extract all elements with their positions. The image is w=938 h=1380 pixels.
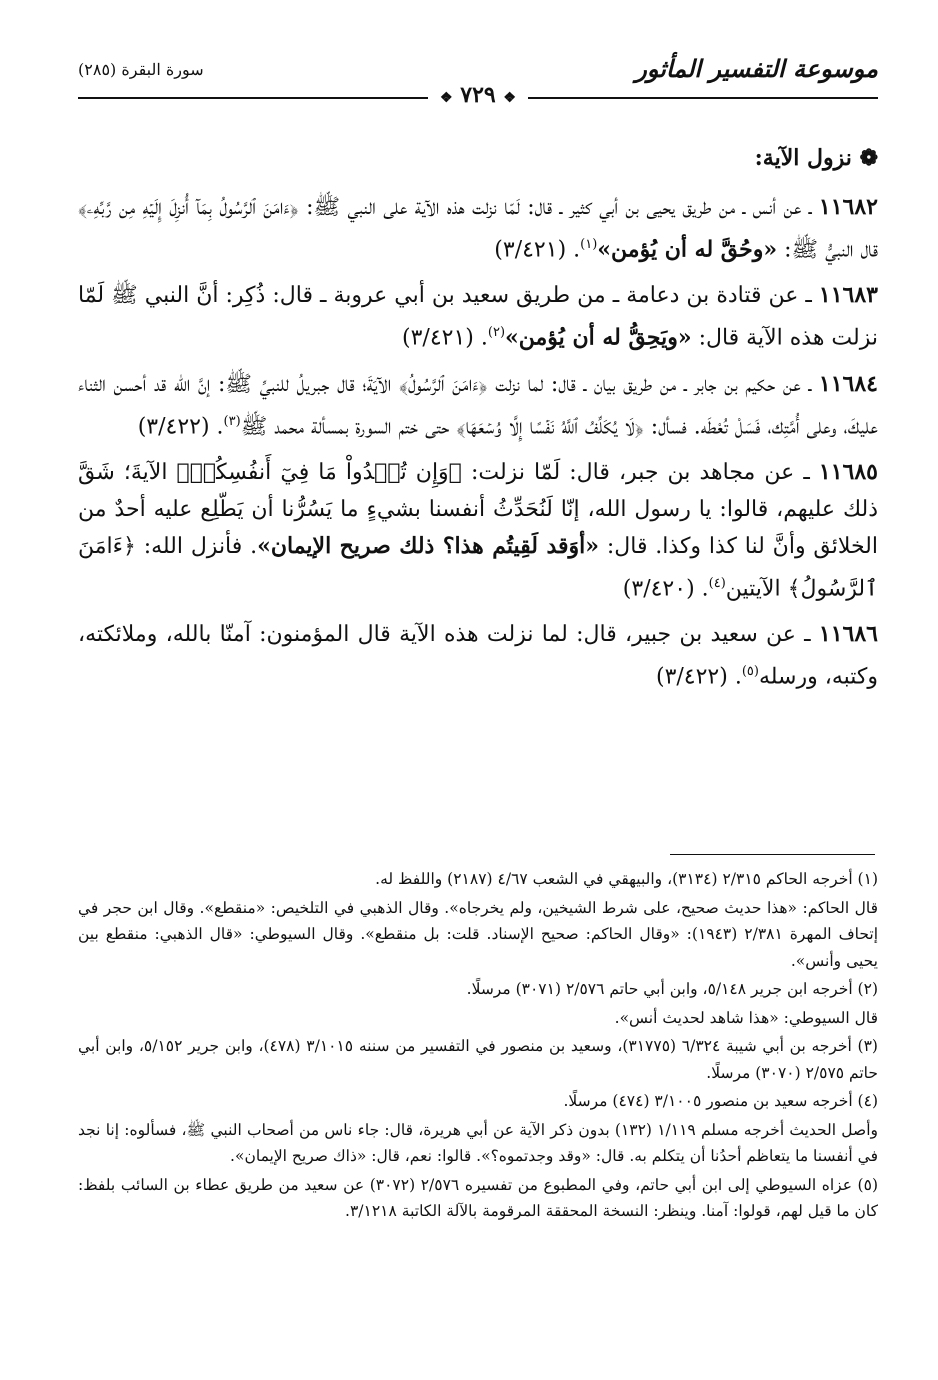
- hadith-text: ـ عن قتادة بن دعامة ـ من طريق سعيد بن أبي عروبة ـ قال: ذُكِر: أنَّ النبي ﷺ لَمّا نزلت هذه الآية قال:: [78, 283, 878, 351]
- footnote: (٤) أخرجه سعيد بن منصور ٣/١٠٠٥ (٤٧٤) مرسلًا.: [563, 1092, 878, 1110]
- footnote: قال السيوطي: «هذا شاهد لحديث أنس».: [614, 1008, 878, 1027]
- footnote: (٣) أخرجه بن أبي شيبة ٦/٣٢٤ (٣١٧٧٥)، وسعيد بن منصور في التفسير من سننه ٣/١٠١٥ (٤٧٨)، وابن جرير ٥/١٥٢، وابن أبي حاتم ٢/٥٧٥ (٣٠٧٠) مرسلًا.: [78, 1037, 878, 1082]
- hadith-quote: «وحُقَّ له أن يُؤمن»: [597, 236, 778, 263]
- ornament-icon: ❖: [440, 90, 453, 106]
- page-number-rule: [78, 82, 878, 108]
- page-number-text: ٧٢٩: [460, 82, 496, 108]
- ornament-icon: ❖: [503, 90, 516, 106]
- flower-icon: ❁: [859, 145, 878, 171]
- hadith-quote: «ويَحِقُّ له أن يُؤمن»: [505, 324, 692, 351]
- footnote: وأصل الحديث أخرجه مسلم ١/١١٩ (١٣٢) بدون ذكر الآية عن أبي هريرة، قال: جاء ناس من أصحاب النبي ﷺ، فسألوه: إنا نجد في أنفسنا ما يتعاظم أحدُنا أن يتكلم به. قال: «وقد وجدتموه؟». قالوا: نعم، قال: «ذاك صريح الإيمان».: [78, 1120, 878, 1165]
- footnote-ref: (٢): [487, 325, 506, 341]
- hadith-number: ١١٦٨٤: [818, 370, 878, 397]
- page-number: [78, 82, 878, 108]
- hadith-paragraph: [78, 277, 878, 356]
- hadith-text: ـ عن سعيد بن جبير، قال: لما نزلت هذه الآية قال المؤمنون: آمنّا بالله، وملائكته، وكتبه، ورسله: [78, 622, 878, 690]
- hadith-tail: . (٣/٤٢١): [402, 325, 488, 351]
- hadith-tail: . (٣/٤٢٢): [137, 413, 224, 439]
- hadith-paragraph: [78, 454, 878, 607]
- footnote-ref: (١): [580, 237, 598, 252]
- section-heading: [78, 140, 878, 177]
- hadith-number: ١١٦٨٢: [818, 194, 878, 220]
- hadith-paragraph: [78, 616, 878, 695]
- hadith-number: ١١٦٨٦: [818, 621, 878, 648]
- hadith-number: ١١٦٨٣: [818, 282, 878, 309]
- hadith-tail: . (٣/٤٢٢): [655, 664, 742, 690]
- hadith-paragraph: [78, 189, 878, 268]
- footnote-ref: (٤): [708, 575, 726, 591]
- hadith-paragraph: [78, 366, 878, 445]
- running-surah: سورة البقرة (٢٨٥): [78, 60, 204, 79]
- hadith-tail: . (٣/٤٢٠): [622, 576, 709, 602]
- hadith-text: ـ عن مجاهد بن جبر، قال: لَمّا نزلت: ﴿وَإِن تُبۡدُواْ مَا فِيٓ أَنفُسِكُمۡ﴾ الآيةَ؛ شَقَّ ذلك عليهم، قالوا: يا رسول الله، إنّا لَنُحَدِّثُ أنفسنا بشيءٍ ما يَسُرُّنا أن يَطّلِع عليه أحدٌ من الخلائق وأنَّ لنا كذا وكذا. قال:: [78, 459, 878, 559]
- footnote-ref: (٥): [741, 664, 759, 680]
- footnote: (١) أخرجه الحاكم ٢/٣١٥ (٣١٣٤)، والبيهقي في الشعب ٤/٦٧ (٢١٨٧) واللفظ له.: [375, 870, 878, 888]
- footnote: (٢) أخرجه ابن جرير ٥/١٤٨، وابن أبي حاتم ٢/٥٧٦ (٣٠٧١) مرسلًا.: [466, 980, 878, 998]
- footnote-ref: (٣): [223, 413, 241, 429]
- hadith-tail: . فأنزل الله: ﴿ءَامَنَ ٱلرَّسُولُ﴾ الآيتين: [78, 533, 878, 602]
- hadith-text: ـ عن أنس ـ من طريق يحيى بن أبي كثير ـ قال: لَمّا نزلت هذه الآية على النبي ﷺ: ﴿ءَامَنَ ٱلرَّسُولُ بِمَآ أُنزِلَ إِلَيۡهِ مِن رَّبِّهِۦ﴾ قال النبيُّ ﷺ:: [78, 195, 878, 263]
- main-text: [78, 140, 878, 705]
- hadith-number: ١١٦٨٥: [818, 458, 878, 485]
- hadith-tail: . (٣/٤٢١): [494, 237, 581, 263]
- hadith-quote: «أوَقد لَقِيتُم هذا؟ ذلك صريح الإيمان»: [257, 532, 600, 559]
- hadith-text: ـ عن حكيم بن جابر ـ من طريق بيان ـ قال: لما نزلت ﴿ءَامَنَ ٱلرَّسُولُ﴾ الآيَةَ؛ قال جبريلُ للنبيِّ ﷺ: إنَّ الله قد أحسن الثناء عليكَ، وعلى أُمَّتِك، فَسَلْ تُعْطَه. فسأل: ﴿لَا يُكَلِّفُ ٱللَّهُ نَفۡسًا إِلَّا وُسۡعَهَا﴾ حتى ختم السورة بمسألة محمد ﷺ: [78, 371, 878, 439]
- section-title: نزول الآية:: [754, 145, 852, 171]
- footnote-divider: [670, 854, 875, 855]
- running-title: موسوعة التفسير المأثور: [635, 54, 878, 83]
- footnotes: [78, 866, 878, 1227]
- footnote: قال الحاكم: «هذا حديث صحيح، على شرط الشيخين، ولم يخرجاه». وقال الذهبي في التلخيص: «منقطع». وقال ابن حجر في إتحاف المهرة ٢/٣٨١ (١٩٤٣): «وقال الحاكم: صحيح الإسناد. قلت: بل منقطع». وقال السيوطي: «قال الذهبي: منقطع بين يحيى وأنس».: [78, 898, 879, 970]
- footnote: (٥) عزاه السيوطي إلى ابن أبي حاتم، وفي المطبوع من تفسيره ٢/٥٧٦ (٣٠٧٢) عن سعيد من طريق عطاء بن السائب بلفظ: كان ما قيل لهم، قولوا: آمنا. وينظر: النسخة المحققة المرقومة بالآلة الكاتبة ٣/١٢١٨.: [78, 1175, 878, 1220]
